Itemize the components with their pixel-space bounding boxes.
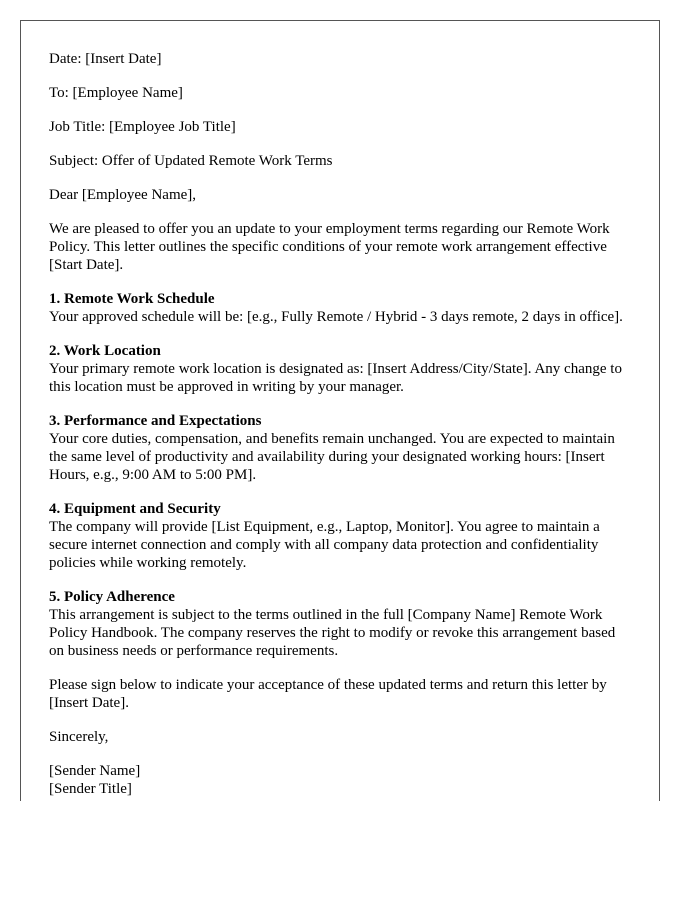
closing-instruction: Please sign below to indicate your acceptance of these updated terms and return this letter by [Insert Date]. [49, 677, 607, 711]
section-policy-adherence [49, 588, 631, 660]
section-body: Your core duties, compensation, and benefits remain unchanged. You are expected to maintain the same level of productivity and availability during your designated working hours: [Insert Hours, e.g., 9:00 AM to 5:00 PM]. [49, 431, 615, 483]
letter-page [20, 20, 660, 801]
signature-block [49, 762, 631, 798]
section-equipment-security [49, 500, 631, 572]
section-work-location [49, 342, 631, 396]
salutation: Dear [Employee Name], [49, 187, 197, 203]
section-heading: 5. Policy Adherence [49, 589, 175, 605]
section-heading: 2. Work Location [49, 343, 161, 359]
section-remote-work-schedule [49, 290, 631, 326]
sender-name: [Sender Name] [49, 763, 141, 779]
section-heading: 3. Performance and Expectations [49, 413, 262, 429]
job-title-line: Job Title: [Employee Job Title] [49, 119, 236, 135]
sign-off: Sincerely, [49, 729, 109, 745]
intro-paragraph: We are pleased to offer you an update to your employment terms regarding our Remote Work Policy. This letter outlines the specific conditions of your remote work arrangement effective [Start Date]. [49, 221, 610, 273]
section-heading: 4. Equipment and Security [49, 501, 221, 517]
recipient-line: To: [Employee Name] [49, 85, 183, 101]
letter-content [21, 21, 659, 798]
section-body: Your approved schedule will be: [e.g., Fully Remote / Hybrid - 3 days remote, 2 days in office]. [49, 309, 623, 325]
date-line: Date: [Insert Date] [49, 51, 162, 67]
section-body: This arrangement is subject to the terms outlined in the full [Company Name] Remote Work Policy Handbook. The company reserves the right to modify or revoke this arrangement based on business needs or performance requirements. [49, 607, 616, 659]
section-body: Your primary remote work location is designated as: [Insert Address/City/State]. Any change to this location must be approved in writing by your manager. [49, 361, 622, 395]
subject-line: Subject: Offer of Updated Remote Work Terms [49, 153, 333, 169]
sender-title: [Sender Title] [49, 781, 132, 797]
section-heading: 1. Remote Work Schedule [49, 291, 215, 307]
section-performance-expectations [49, 412, 631, 484]
section-body: The company will provide [List Equipment, e.g., Laptop, Monitor]. You agree to maintain a secure internet connection and comply with all company data protection and confidentiality policies while working remotely. [49, 519, 600, 571]
